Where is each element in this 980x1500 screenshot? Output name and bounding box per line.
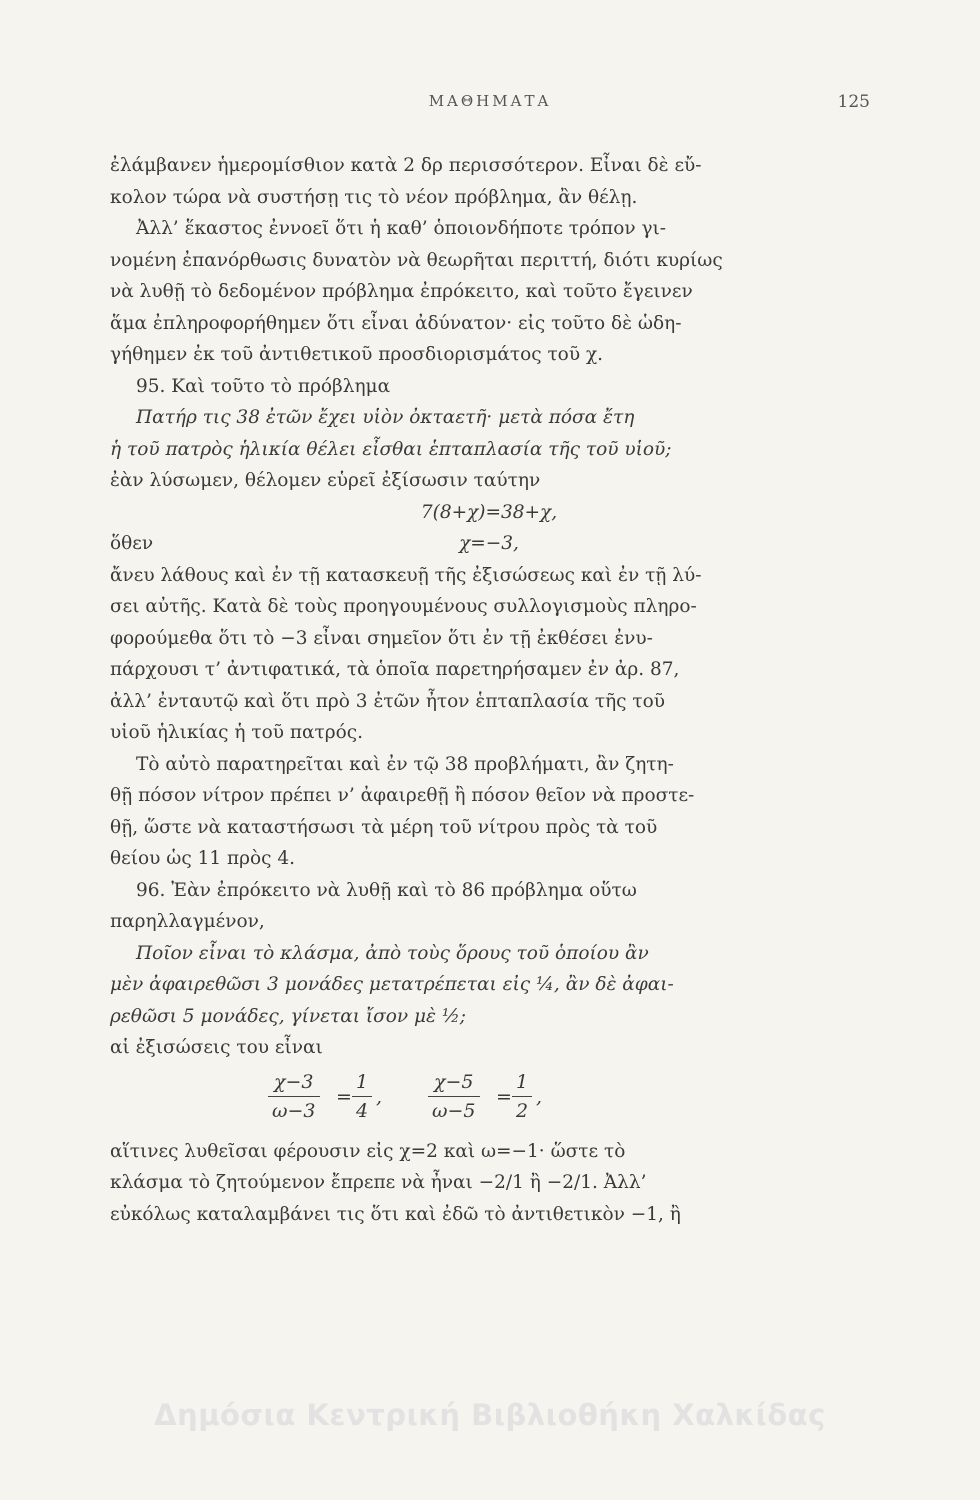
library-watermark: Δημόσια Κεντρική Βιβλιοθήκη Χαλκίδας	[154, 1398, 826, 1432]
running-title: ΜΑΘΗΜΑΤΑ	[428, 92, 552, 110]
equals-sign: =	[496, 1085, 512, 1108]
problem-text-line: Πατήρ τις 38 ἐτῶν ἔχει υἱὸν ὀκταετῆ· μετὰ πόσα ἔτη	[136, 407, 635, 428]
text-line: ἀλλ’ ἐνταυτῷ καὶ ὅτι πρὸ 3 ἐτῶν ἦτον ἑπταπλασία τῆς τοῦ	[110, 690, 666, 712]
fraction	[268, 1068, 320, 1125]
text-line: παρηλλαγμένον,	[110, 911, 265, 932]
text-line: υἱοῦ ἡλικίας ἡ τοῦ πατρός.	[110, 722, 363, 743]
text-line: σει αὐτῆς. Κατὰ δὲ τοὺς προηγουμένους συλλογισμοὺς πληρο-	[110, 596, 697, 617]
text-line: κλάσμα τὸ ζητούμενον ἔπρεπε νὰ ἦναι −2/1 ἢ −2/1. Ἀλλ’	[110, 1172, 647, 1193]
text-line: Ἀλλ’ ἕκαστος ἐννοεῖ ὅτι ἡ καθ’ ὁποιονδήποτε τρόπον γι-	[136, 218, 667, 239]
text-line: θῇ πόσον νίτρον πρέπει ν’ ἀφαιρεθῇ ἢ πόσον θεῖον νὰ προστε-	[110, 785, 695, 806]
page-number: 125	[837, 92, 870, 112]
equation: χ=−3,	[459, 533, 519, 554]
text-line: πάρχουσι τ’ ἀντιφατικά, τὰ ὁποῖα παρετηρήσαμεν ἐν ἀρ. 87,	[110, 659, 680, 680]
fraction	[352, 1068, 372, 1125]
text-line: θῇ, ὥστε νὰ καταστήσωσι τὰ μέρη τοῦ νίτρου πρὸς τὰ τοῦ	[110, 816, 658, 838]
section-heading-96: 96. Ἐὰν ἐπρόκειτο νὰ λυθῇ καὶ τὸ 86 πρόβλημα οὕτω	[136, 879, 637, 901]
section-heading-95: 95. Καὶ τοῦτο τὸ πρόβλημα	[136, 375, 391, 397]
text-line: νομένη ἐπανόρθωσις δυνατὸν νὰ θεωρῆται περιττή, διότι κυρίως	[110, 249, 723, 271]
problem-text-line: Ποῖον εἶναι τὸ κλάσμα, ἀπὸ τοὺς ὅρους τοῦ ὁποίου ἂν	[136, 942, 649, 964]
fraction	[428, 1068, 480, 1125]
text-line: ἐὰν λύσωμεν, θέλομεν εὑρεῖ ἐξίσωσιν ταύτην	[110, 470, 541, 491]
fraction-numerator: 1	[512, 1068, 532, 1097]
text-line: αἵτινες λυθεῖσαι φέρουσιν εἰς χ=2 καὶ ω=−1· ὥστε τὸ	[110, 1140, 626, 1162]
text-line: φορούμεθα ὅτι τὸ −3 εἶναι σημεῖον ὅτι ἐν τῇ ἐκθέσει ἐνυ-	[110, 627, 653, 649]
fraction	[512, 1068, 532, 1125]
body-text	[110, 150, 868, 1230]
equals-sign: =	[336, 1085, 352, 1108]
fraction-denominator: ω−3	[272, 1099, 316, 1122]
text-line: ἄνευ λάθους καὶ ἐν τῇ κατασκευῇ τῆς ἐξισώσεως καὶ ἐν τῇ λύ-	[110, 564, 702, 586]
equation-line	[110, 497, 868, 529]
fraction-numerator: χ−5	[428, 1068, 480, 1097]
equation-lead-word: ὅθεν	[110, 533, 154, 554]
equation-line	[110, 528, 868, 560]
problem-text-line: ἡ τοῦ πατρὸς ἡλικία θέλει εἶσθαι ἑπταπλασία τῆς τοῦ υἱοῦ;	[110, 438, 672, 460]
text-line: θείου ὡς 11 πρὸς 4.	[110, 848, 296, 869]
fraction-equations	[110, 1064, 868, 1136]
separator: ,	[536, 1085, 543, 1108]
problem-text-line: ρεθῶσι 5 μονάδες, γίνεται ἴσον μὲ ½;	[110, 1005, 467, 1027]
fraction-numerator: 1	[352, 1068, 372, 1097]
equation: 7(8+χ)=38+χ,	[420, 501, 558, 523]
separator: ,	[376, 1085, 383, 1108]
fraction-denominator: 2	[516, 1099, 529, 1122]
text-line: Τὸ αὐτὸ παρατηρεῖται καὶ ἐν τῷ 38 προβλήματι, ἂν ζητη-	[136, 753, 674, 775]
fraction-denominator: ω−5	[432, 1099, 476, 1122]
page-header	[110, 92, 870, 122]
problem-text-line: μὲν ἀφαιρεθῶσι 3 μονάδες μετατρέπεται εἰς ¼, ἂν δὲ ἀφαι-	[110, 974, 674, 995]
text-line: κολον τώρα νὰ συστήσῃ τις τὸ νέον πρόβλημα, ἂν θέλῃ.	[110, 186, 638, 208]
text-line: νὰ λυθῇ τὸ δεδομένον πρόβλημα ἐπρόκειτο, καὶ τοῦτο ἔγεινεν	[110, 281, 693, 302]
text-line: εὐκόλως καταλαμβάνει τις ὅτι καὶ ἐδῶ τὸ ἀντιθετικὸν −1, ἢ	[110, 1203, 681, 1225]
fraction-numerator: χ−3	[268, 1068, 320, 1097]
text-line: ἐλάμβανεν ἡμερομίσθιον κατὰ 2 δρ περισσότερον. Εἶναι δὲ εὔ-	[110, 155, 702, 176]
text-line: ἅμα ἐπληροφορήθημεν ὅτι εἶναι ἀδύνατον· εἰς τοῦτο δὲ ὡδη-	[110, 312, 682, 334]
text-line: γήθημεν ἐκ τοῦ ἀντιθετικοῦ προσδιορισμάτος τοῦ χ.	[110, 344, 604, 365]
text-line: αἱ ἐξισώσεις του εἶναι	[110, 1037, 323, 1058]
fraction-denominator: 4	[356, 1099, 369, 1122]
